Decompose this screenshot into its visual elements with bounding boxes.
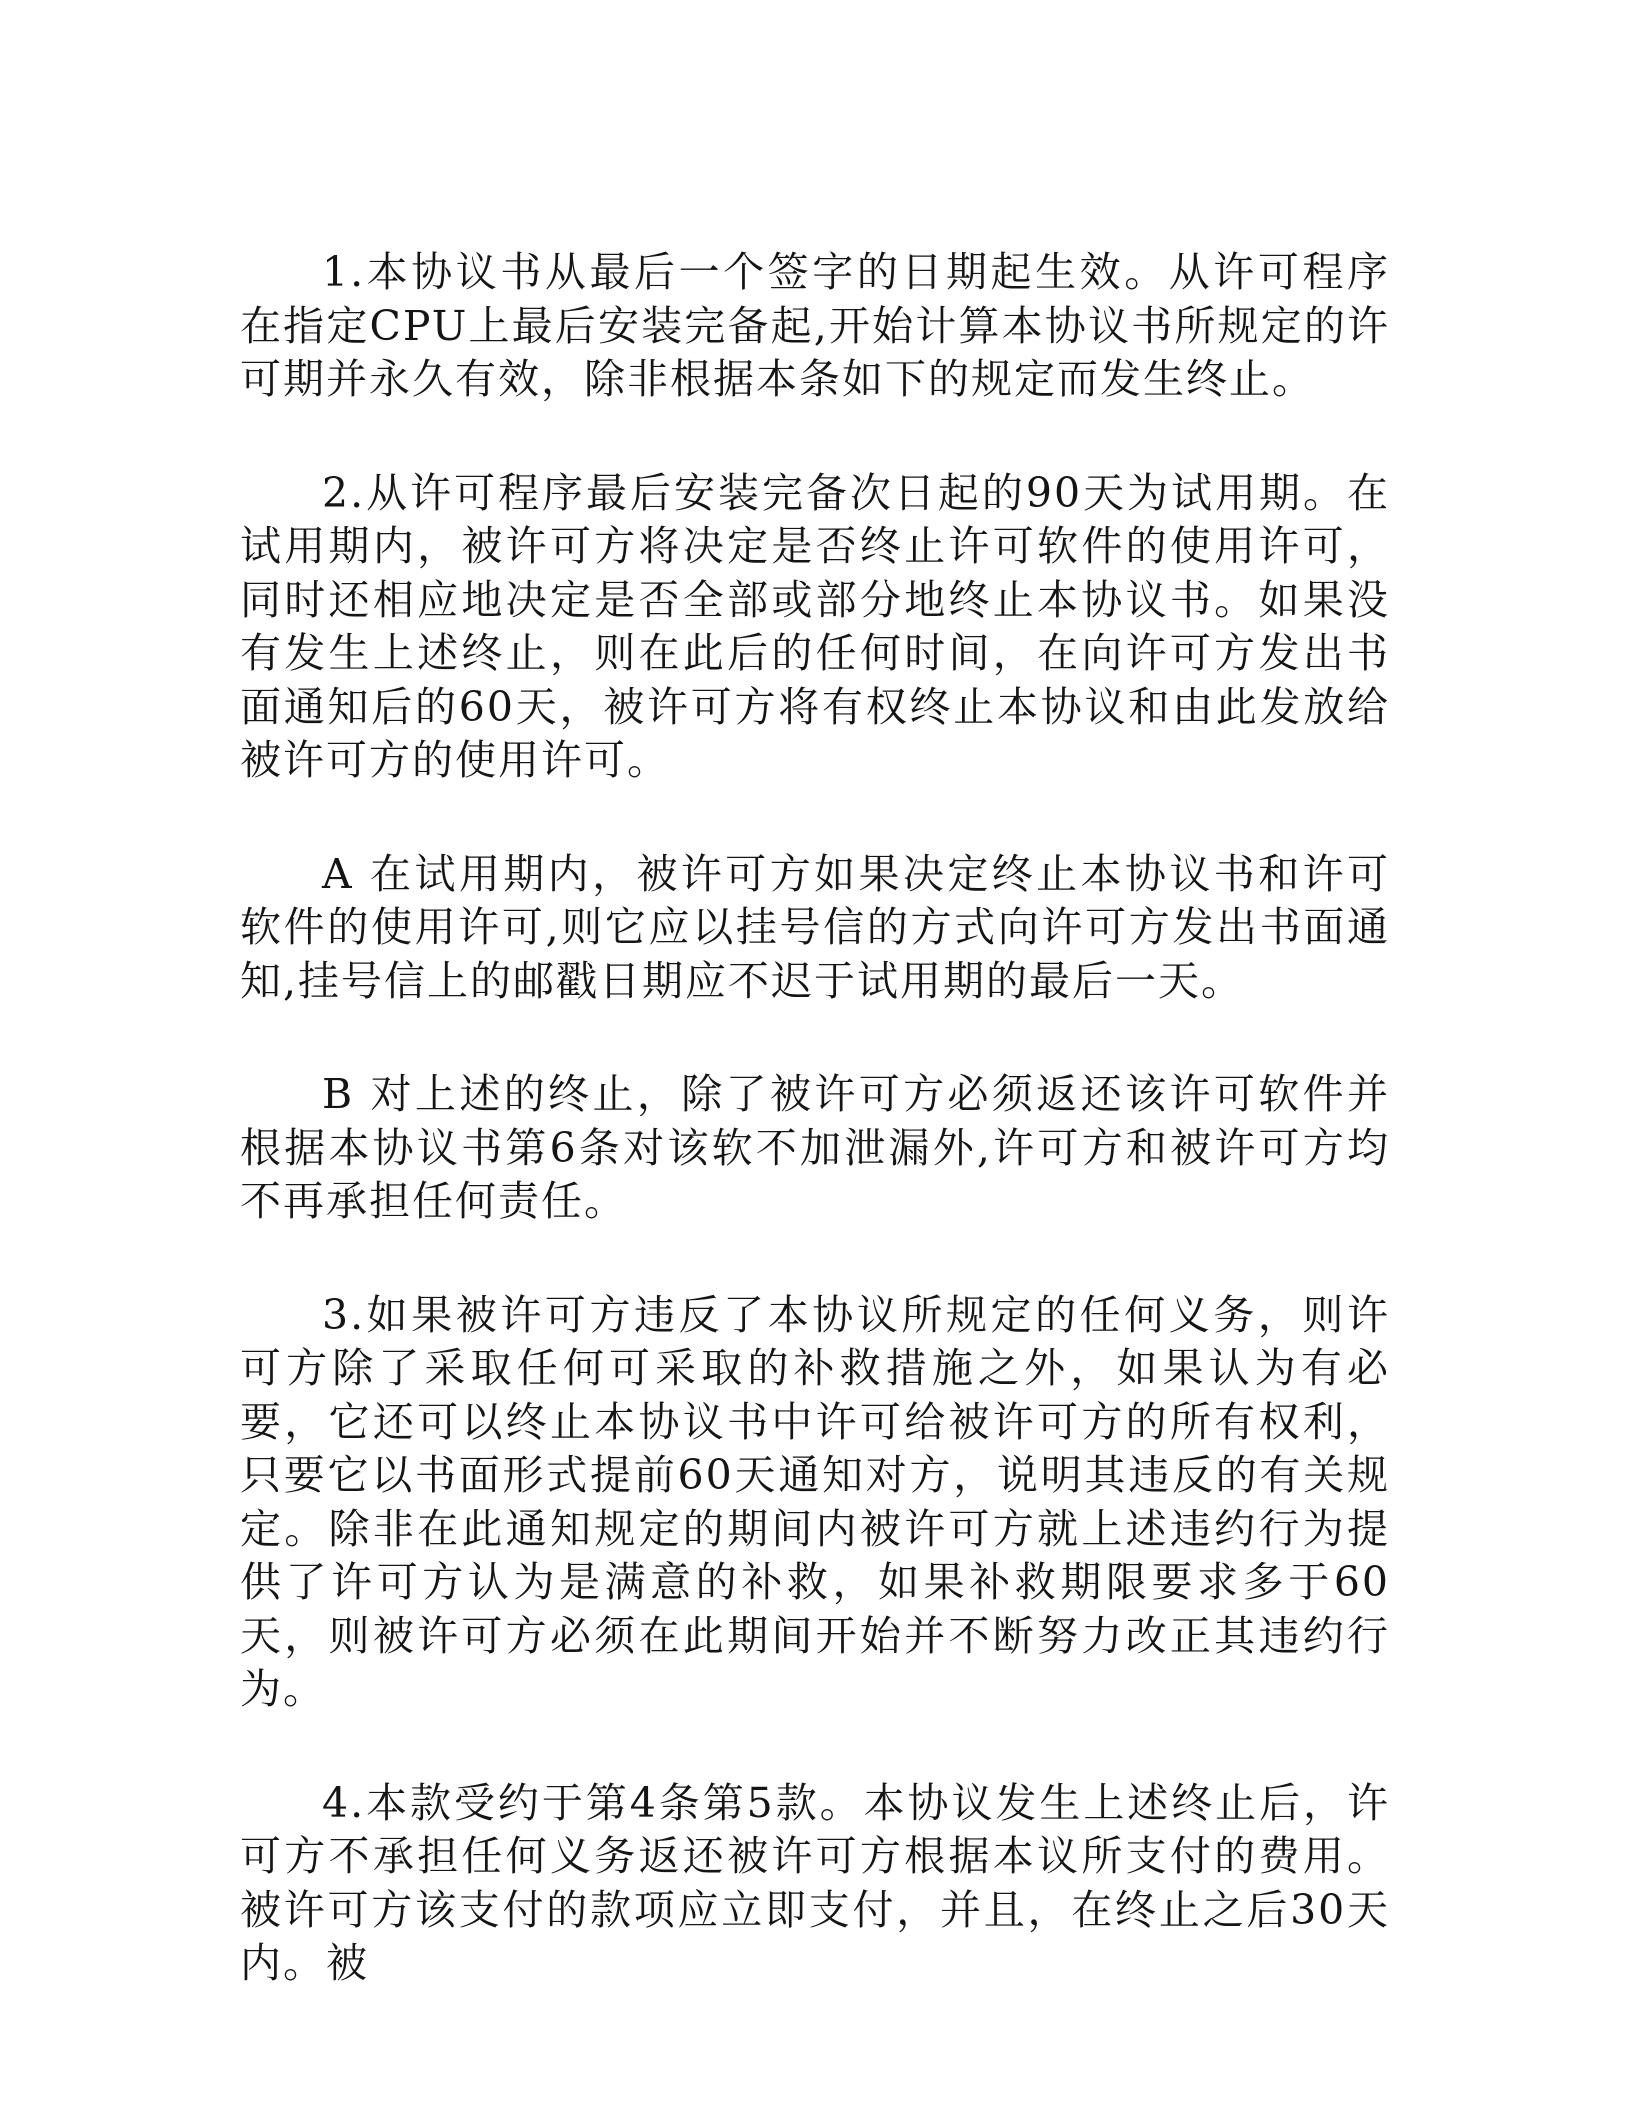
paragraph-clause-2b: B 对上述的终止，除了被许可方必须返还该许可软件并根据本协议书第6条对该软不加泄漏外,许可方和被许可方均不再承担任何责任。 — [240, 1070, 1390, 1225]
paragraph-clause-2: 2.从许可程序最后安装完备次日起的90天为试用期。在试用期内，被许可方将决定是否终止许可软件的使用许可，同时还相应地决定是否全部或部分地终止本协议书。如果没有发生上述终止，则在此后的任何时间，在向许可方发出书面通知后的60天，被许可方将有权终止本协议和由此发放给被许可方的使用许可。 — [240, 468, 1390, 784]
paragraph-clause-1: 1.本协议书从最后一个签字的日期起生效。从许可程序在指定CPU上最后安装完备起,开始计算本协议书所规定的许可期并永久有效，除非根据本条如下的规定而发生终止。 — [240, 248, 1390, 403]
paragraph-clause-2a: A 在试用期内，被许可方如果决定终止本协议书和许可软件的使用许可,则它应以挂号信的方式向许可方发出书面通知,挂号信上的邮戳日期应不迟于试用期的最后一天。 — [240, 849, 1390, 1005]
paragraph-clause-4: 4.本款受约于第4条第5款。本协议发生上述终止后，许可方不承担任何义务返还被许可方根据本议所支付的费用。被许可方该支付的款项应立即支付，并且，在终止之后30天内。被 — [240, 1778, 1390, 1987]
paragraph-clause-3: 3.如果被许可方违反了本协议所规定的任何义务，则许可方除了采取任何可采取的补救措施之外，如果认为有必要，它还可以终止本协议书中许可给被许可方的所有权利，只要它以书面形式提前60天通知对方，说明其违反的有关规定。除非在此通知规定的期间内被许可方就上述违约行为提供了许可方认为是满意的补救，如果补救期限要求多于60天，则被许可方必须在此期间开始并不断努力改正其违约行为。 — [240, 1290, 1390, 1713]
document-body — [240, 246, 1390, 1991]
